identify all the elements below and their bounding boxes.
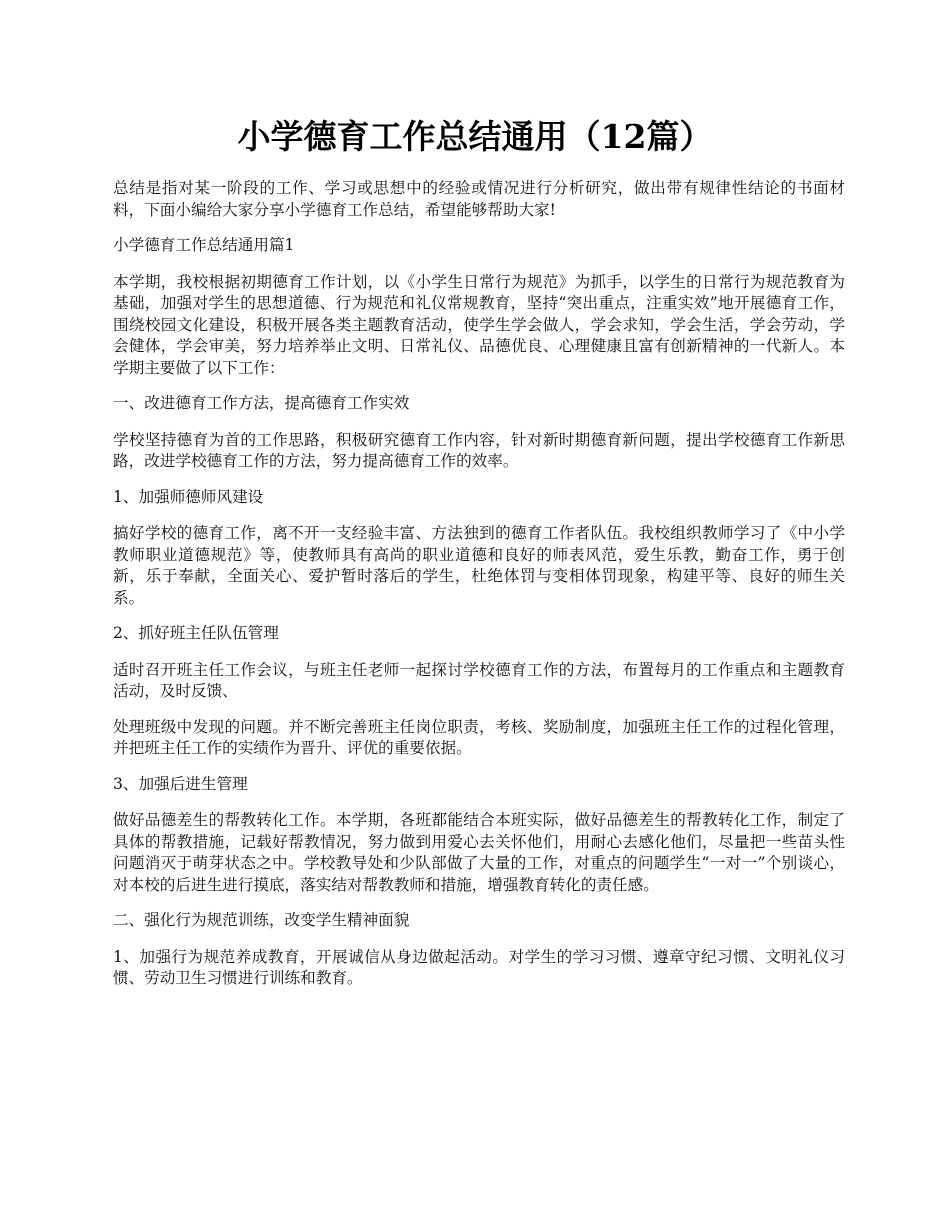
body-paragraph: 做好品德差生的帮教转化工作。本学期，各班都能结合本班实际，做好品德差生的帮教转化工作，制定了具体的帮教措施，记载好帮教情况，努力做到用爱心去关怀他们，用耐心去感化他们，尽量把一些苗头性问题消灭于萌芽状态之中。学校教导处和少队部做了大量的工作，对重点的问题学生“一对一”个别谈心，对本校的后进生进行摸底，落实结对帮教教师和措施，增强教育转化的责任感。: [113, 811, 845, 894]
body-paragraph: 处理班级中发现的问题。并不断完善班主任岗位职责，考核、奖励制度，加强班主任工作的过程化管理，并把班主任工作的实绩作为晋升、评优的重要依据。: [113, 717, 845, 757]
intro-paragraph: 总结是指对某一阶段的工作、学习或思想中的经验或情况进行分析研究，做出带有规律性结论的书面材料，下面小编给大家分享小学德育工作总结，希望能够帮助大家!: [113, 179, 845, 219]
body-paragraph: 本学期，我校根据初期德育工作计划，以《小学生日常行为规范》为抓手，以学生的日常行为规范教育为基础，加强对学生的思想道德、行为规范和礼仪常规教育，坚持“突出重点，注重实效”地开展德育工作，围绕校园文化建设，积极开展各类主题教育活动，使学生学会做人，学会求知，学会生活，学会劳动，学会健体，学会审美，努力培养举止文明、日常礼仪、品德优良、心理健康且富有创新精神的一代新人。本学期主要做了以下工作：: [113, 272, 845, 377]
body-paragraph: 1、加强行为规范养成教育，开展诚信从身边做起活动。对学生的学习习惯、遵章守纪习惯、文明礼仪习惯、劳动卫生习惯进行训练和教育。: [113, 947, 845, 987]
document-body: [113, 178, 845, 1004]
subsection-heading: 2、抓好班主任队伍管理: [113, 624, 279, 642]
subsection-heading: 3、加强后进生管理: [113, 774, 248, 793]
section-heading: 二、强化行为规范训练，改变学生精神面貌: [113, 911, 410, 929]
body-paragraph: 搞好学校的德育工作，离不开一支经验丰富、方法独到的德育工作者队伍。我校组织教师学习了《中小学教师职业道德规范》等，使教师具有高尚的职业道德和良好的师表风范，爱生乐教，勤奋工作，勇于创新，乐于奉献，全面关心、爱护暂时落后的学生，杜绝体罚与变相体罚现象，构建平等、良好的师生关系。: [113, 524, 845, 607]
body-paragraph: 学校坚持德育为首的工作思路，积极研究德育工作内容，针对新时期德育新问题，提出学校德育工作新思路，改进学校德育工作的方法，努力提高德育工作的效率。: [113, 430, 845, 470]
body-paragraph: 适时召开班主任工作会议，与班主任老师一起探讨学校德育工作的方法，布置每月的工作重点和主题教育活动，及时反馈、: [113, 660, 845, 700]
document-title: 小学德育工作总结通用（12篇）: [237, 117, 713, 156]
section-heading: 一、改进德育工作方法，提高德育工作实效: [113, 394, 410, 412]
section-heading-part1: 小学德育工作总结通用篇1: [113, 236, 295, 254]
subsection-heading: 1、加强师德师风建设: [113, 487, 264, 506]
